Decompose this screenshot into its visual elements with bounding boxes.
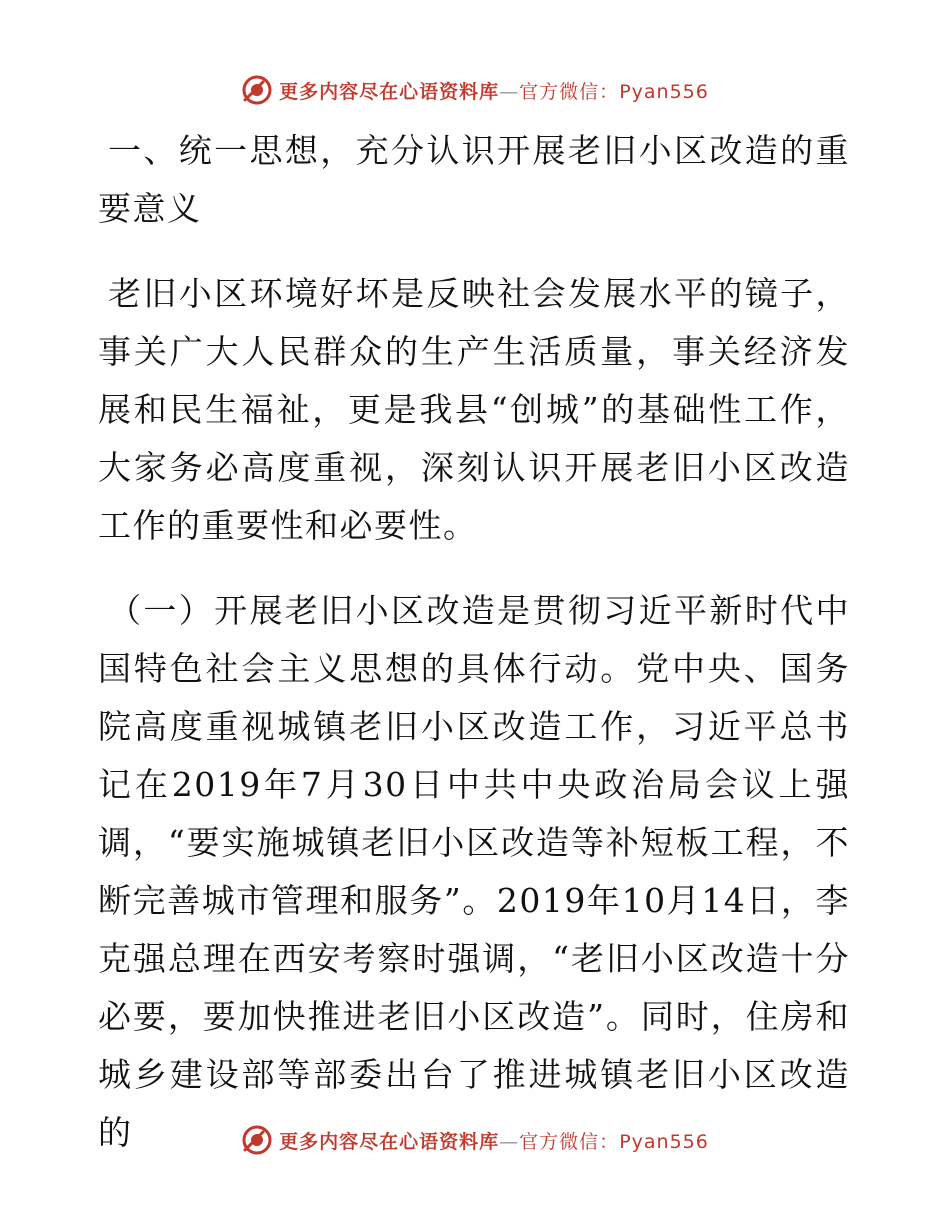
watermark-brand: 更多内容尽在心语资料库: [279, 1130, 500, 1153]
document-body: [98, 122, 850, 1189]
watermark-label: 官方微信：: [519, 80, 620, 103]
paragraph-2: （一）开展老旧小区改造是贯彻习近平新时代中国特色社会主义思想的具体行动。党中央、国务院高度重视城镇老旧小区改造工作，习近平总书记在2019年7月30日中共中央政治局会议上强调，“要实施城镇老旧小区改造等补短板工程，不断完善城市管理和服务”。2019年10月14日，李克强总理在西安考察时强调，“老旧小区改造十分必要，要加快推进老旧小区改造”。同时，住房和城乡建设部等部委出台了推进城镇老旧小区改造的: [98, 591, 850, 1152]
logo-icon: [241, 74, 273, 106]
paragraph-1: 老旧小区环境好坏是反映社会发展水平的镜子，事关广大人民群众的生产生活质量，事关经济发展和民生福祉，更是我县“创城”的基础性工作，大家务必高度重视，深刻认识开展老旧小区改造工作的重要性和必要性。: [98, 274, 850, 545]
header-watermark: [0, 72, 950, 108]
watermark-handle: Pyan556: [619, 1130, 709, 1153]
watermark-label: 官方微信：: [519, 1130, 620, 1153]
watermark-separator: —: [499, 80, 520, 103]
watermark-brand: 更多内容尽在心语资料库: [279, 80, 500, 103]
section-heading: 一、统一思想，充分认识开展老旧小区改造的重要意义: [98, 131, 850, 228]
logo-icon: [241, 1124, 273, 1156]
watermark-handle: Pyan556: [619, 80, 709, 103]
watermark-text: [279, 77, 709, 104]
watermark-separator: —: [499, 1130, 520, 1153]
footer-watermark: [0, 1122, 950, 1158]
watermark-text: [279, 1127, 709, 1154]
